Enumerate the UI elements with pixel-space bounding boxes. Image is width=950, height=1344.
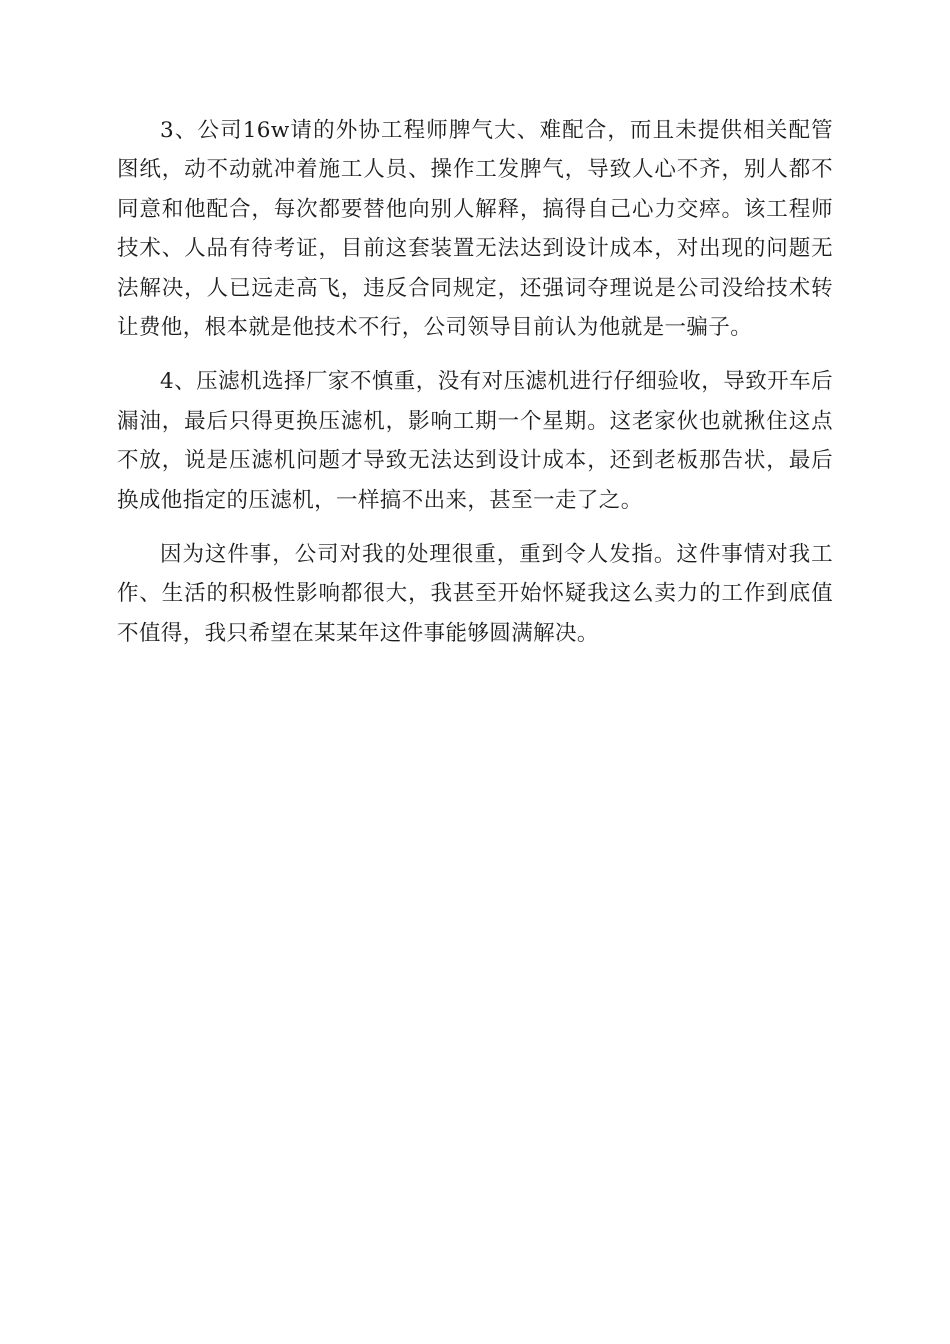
document-body xyxy=(117,111,833,668)
paragraph-conclusion: 因为这件事，公司对我的处理很重，重到令人发指。这件事情对我工作、生活的积极性影响都很大，我甚至开始怀疑我这么卖力的工作到底值不值得，我只希望在某某年这件事能够圆满解决。 xyxy=(117,542,833,646)
paragraph-filter-press-issue: 4、压滤机选择厂家不慎重，没有对压滤机进行仔细验收，导致开车后漏油，最后只得更换压滤机，影响工期一个星期。这老家伙也就揪住这点不放，说是压滤机问题才导致无法达到设计成本，还到老板那告状，最后换成他指定的压滤机，一样搞不出来，甚至一走了之。 xyxy=(117,369,833,513)
paragraph-engineer-issue: 3、公司16w请的外协工程师脾气大、难配合，而且未提供相关配管图纸，动不动就冲着施工人员、操作工发脾气，导致人心不齐，别人都不同意和他配合，每次都要替他向别人解释，搞得自己心力交瘁。该工程师技术、人品有待考证，目前这套装置无法达到设计成本，对出现的问题无法解决，人已远走高飞，违反合同规定，还强词夺理说是公司没给技术转让费他，根本就是他技术不行，公司领导目前认为他就是一骗子。 xyxy=(117,118,833,341)
